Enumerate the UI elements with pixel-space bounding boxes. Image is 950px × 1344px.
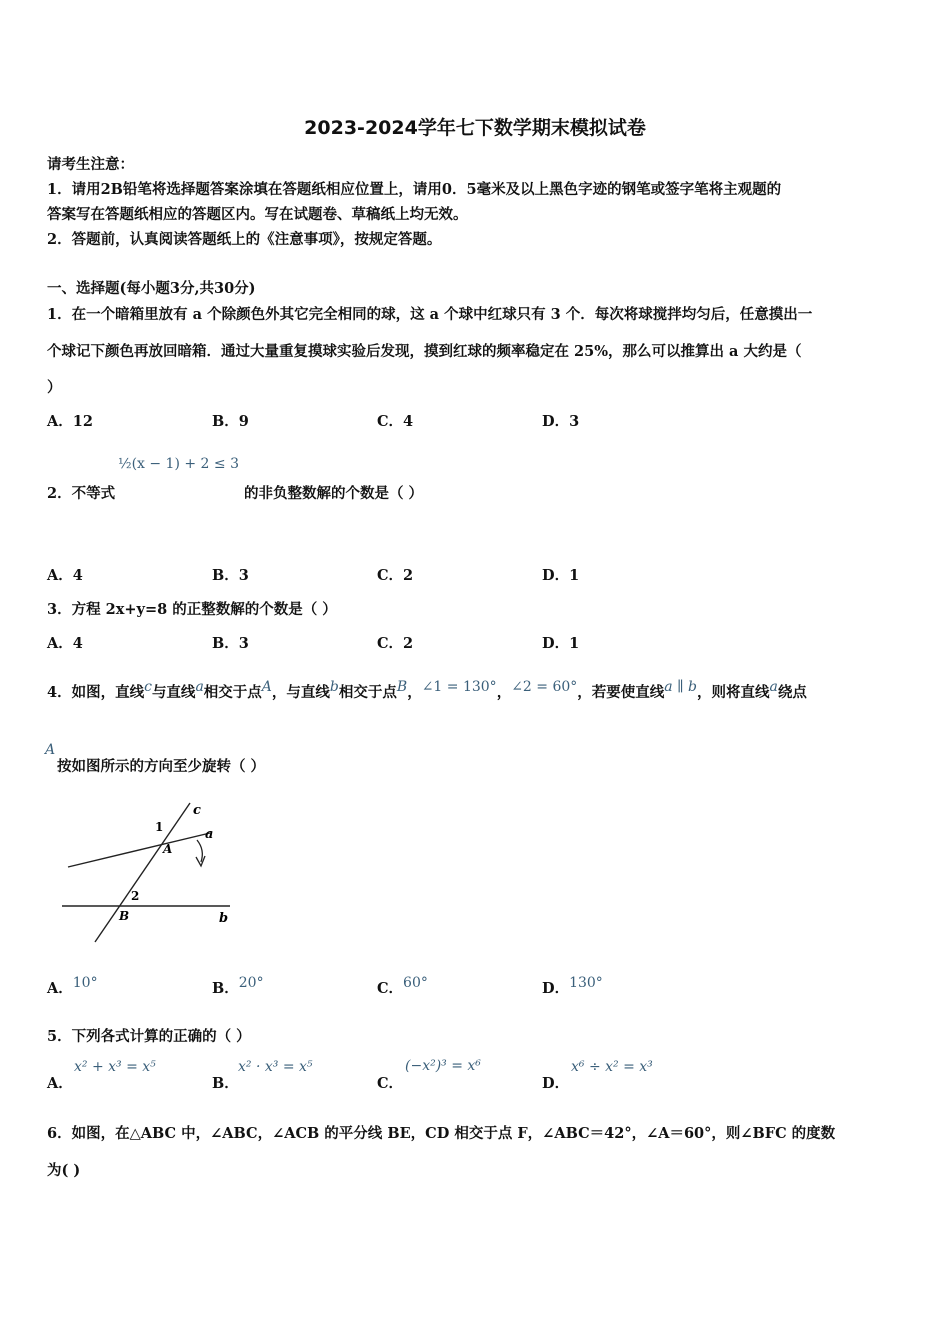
notice-heading: 请考生注意： bbox=[47, 156, 134, 173]
q4-line2-var: A bbox=[45, 742, 56, 758]
q4-text-5: 相交于点 bbox=[338, 683, 397, 701]
fig-label-A: A bbox=[163, 842, 173, 856]
q2-option-c[interactable]: C．2 bbox=[377, 567, 414, 584]
q4-option-b-letter: B． bbox=[212, 979, 239, 997]
q6-line-1: 6．如图，在△ABC 中，∠ABC，∠ACB 的平分线 BE，CD 相交于点 F，∠ABC＝42°，∠A＝60°，则∠BFC 的度数 bbox=[47, 1125, 836, 1142]
q5-option-c-value[interactable]: (−x²)³ = x⁶ bbox=[405, 1058, 481, 1074]
q4-var-a2: a bbox=[769, 679, 778, 695]
q4-text-7: ， bbox=[496, 683, 512, 701]
q4-text-4: ，与直线 bbox=[271, 683, 330, 701]
q4-option-c[interactable] bbox=[377, 975, 428, 998]
q2-option-a[interactable]: A．4 bbox=[47, 567, 83, 584]
q4-text-8: ，若要使直线 bbox=[577, 683, 665, 701]
q4-text-1: 4．如图，直线 bbox=[47, 683, 145, 701]
q4-text-9: ，则将直线 bbox=[696, 683, 770, 701]
q3-option-d[interactable]: D．1 bbox=[542, 635, 580, 652]
q6-line-2: 为( ) bbox=[47, 1162, 81, 1179]
q4-text-2: 与直线 bbox=[151, 683, 196, 701]
q4-text-3: 相交于点 bbox=[203, 683, 262, 701]
q4-line-2: 按如图所示的方向至少旋转（ ） bbox=[57, 758, 266, 775]
rotation-arrow-curve bbox=[197, 840, 202, 862]
section-heading: 一、选择题(每小题3分,共30分) bbox=[47, 280, 256, 297]
q1-line-3: ） bbox=[47, 379, 62, 396]
fig-label-1: 1 bbox=[155, 820, 164, 834]
q4-var-b: b bbox=[329, 679, 339, 695]
q5-option-c-letter[interactable]: C． bbox=[377, 1075, 404, 1092]
q2-option-b[interactable]: B．3 bbox=[212, 567, 249, 584]
q4-var-B: B bbox=[396, 679, 408, 695]
line-a bbox=[68, 833, 210, 867]
q5-option-d-letter[interactable]: D． bbox=[542, 1075, 570, 1092]
q3-option-c[interactable]: C．2 bbox=[377, 635, 414, 652]
q4-text-6: ， bbox=[407, 683, 422, 701]
q1-option-a[interactable]: A．12 bbox=[47, 413, 93, 430]
q4-angle-1: ∠1 = 130° bbox=[421, 679, 497, 695]
q4-option-c-value: 60° bbox=[403, 975, 428, 991]
q5-option-d-value[interactable]: x⁶ ÷ x² = x³ bbox=[571, 1059, 653, 1075]
q2-suffix: 的非负整数解的个数是（ ） bbox=[244, 485, 424, 502]
q5-option-a-letter[interactable]: A． bbox=[47, 1075, 73, 1092]
q4-option-d[interactable] bbox=[542, 975, 603, 998]
q1-option-b[interactable]: B．9 bbox=[212, 413, 249, 430]
q4-line-1 bbox=[47, 679, 807, 702]
q4-figure bbox=[55, 800, 245, 950]
line-c bbox=[95, 803, 190, 942]
q1-option-c[interactable]: C．4 bbox=[377, 413, 414, 430]
notice-line-2: 答案写在答题纸相应的答题区内。写在试题卷、草稿纸上均无效。 bbox=[47, 206, 468, 223]
fig-label-B: B bbox=[119, 909, 130, 923]
q4-option-c-letter: C． bbox=[377, 979, 404, 997]
q4-option-a-letter: A． bbox=[47, 979, 73, 997]
notice-line-3: 2．答题前，认真阅读答题纸上的《注意事项》，按规定答题。 bbox=[47, 231, 442, 248]
q1-line-1: 1．在一个暗箱里放有 a 个除颜色外其它完全相同的球，这 a 个球中红球只有 3 个．每次将球搅拌均匀后，任意摸出一 bbox=[47, 306, 813, 323]
q5-option-b-value[interactable]: x² · x³ = x⁵ bbox=[238, 1059, 313, 1075]
fig-label-a: a bbox=[205, 827, 214, 842]
q1-line-2: 个球记下颜色再放回暗箱．通过大量重复摸球实验后发现，摸到红球的频率稳定在 25%，那么可以推算出 a 大约是（ bbox=[47, 343, 802, 360]
q4-option-b[interactable] bbox=[212, 975, 264, 998]
q5-option-b-letter[interactable]: B． bbox=[212, 1075, 239, 1092]
q4-text-10: 绕点 bbox=[777, 683, 807, 701]
q2-option-d[interactable]: D．1 bbox=[542, 567, 580, 584]
q4-option-d-value: 130° bbox=[569, 975, 603, 991]
q4-option-d-letter: D． bbox=[542, 979, 570, 997]
fig-label-b: b bbox=[219, 911, 229, 926]
fig-label-c: c bbox=[193, 803, 201, 818]
fig-label-2: 2 bbox=[131, 889, 140, 903]
notice-line-1: 1．请用2B铅笔将选择题答案涂填在答题纸相应位置上，请用0．5毫米及以上黑色字迹的钢笔或签字笔将主观题的 bbox=[47, 181, 782, 198]
q2-inequality-formula: ½(x − 1) + 2 ≤ 3 bbox=[118, 456, 240, 472]
q4-var-c: c bbox=[144, 679, 152, 695]
q1-option-d[interactable]: D．3 bbox=[542, 413, 580, 430]
q4-angle-2: ∠2 = 60° bbox=[511, 679, 578, 695]
rotation-arrow-head bbox=[196, 856, 205, 866]
q4-option-a-value: 10° bbox=[72, 975, 98, 991]
page-title: 2023-2024学年七下数学期末模拟试卷 bbox=[304, 117, 646, 139]
q4-var-A: A bbox=[261, 679, 272, 695]
q3-option-b[interactable]: B．3 bbox=[212, 635, 249, 652]
q3-text: 3．方程 2x+y=8 的正整数解的个数是（ ） bbox=[47, 601, 337, 618]
q4-option-a[interactable] bbox=[47, 975, 98, 998]
q3-option-a[interactable]: A．4 bbox=[47, 635, 83, 652]
q5-text: 5．下列各式计算的正确的（ ） bbox=[47, 1028, 251, 1045]
q4-var-a: a bbox=[195, 679, 204, 695]
q5-option-a-value[interactable]: x² + x³ = x⁵ bbox=[74, 1059, 156, 1075]
q4-parallel: a ∥ b bbox=[664, 679, 697, 695]
q2-prefix: 2．不等式 bbox=[47, 485, 116, 502]
q4-option-b-value: 20° bbox=[238, 975, 264, 991]
